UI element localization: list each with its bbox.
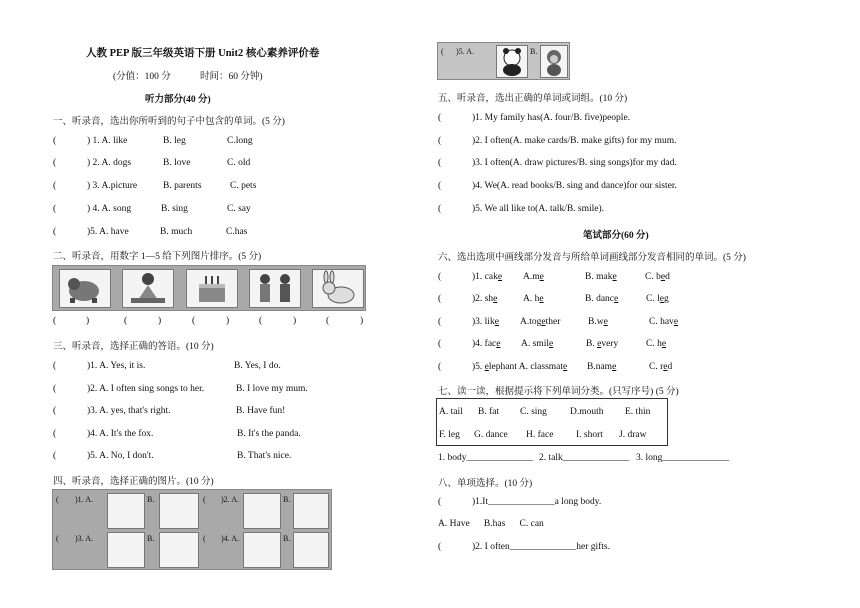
s6-q2-c: C. leg: [646, 294, 669, 304]
s1-q5-c: C.has: [226, 227, 248, 237]
s7-word-g: G. dance: [474, 430, 508, 440]
rabbit-picture: [312, 269, 364, 308]
s6-q2-paren: (: [438, 294, 442, 304]
cake-picture: [186, 269, 238, 308]
s2-bracket-open-1: (: [53, 316, 57, 326]
s3-q3-a: )3. A. yes, that's right.: [87, 406, 171, 416]
s6-q4-a: A. smile: [521, 339, 554, 349]
s4-q4-b-picture: [293, 532, 329, 568]
s3-q3-b: B. Have fun!: [236, 406, 286, 416]
s1-q3-paren: (: [53, 181, 57, 191]
s7-word-j: J. draw: [619, 430, 647, 440]
s6-q4-word: )4. face: [472, 339, 501, 349]
s5-q1-paren: (: [438, 113, 442, 123]
s1-q3-c: C. pets: [230, 181, 257, 191]
s6-q5-c: C. red: [649, 362, 673, 372]
score-info: (分值：100 分: [113, 72, 171, 82]
s6-q3-word: )3. like: [472, 317, 499, 327]
s4-q1-b-picture: [159, 493, 199, 529]
s1-q2-c: C. old: [227, 158, 251, 168]
girl-drawing-picture: [122, 269, 174, 308]
s1-q1-c: C.long: [227, 136, 253, 146]
section-7-title: 七、读一读，根据提示将下列单词分类。(只写序号) (5 分): [438, 387, 679, 397]
s6-q1-word: )1. cake: [472, 272, 503, 282]
listening-heading: 听力部分(40 分): [145, 95, 211, 105]
s1-q5-a: )5. A. have: [87, 227, 129, 237]
s6-q4-paren: (: [438, 339, 442, 349]
s7-blank-talk: 2. talk______________: [539, 453, 630, 463]
s2-bracket-close-2: ): [158, 316, 162, 326]
page-title: 人教 PEP 版三年级英语下册 Unit2 核心素养评价卷: [86, 48, 320, 59]
s7-blank-body: 1. body______________: [438, 453, 533, 463]
s6-q1-b: B. make: [585, 272, 617, 282]
s3-q2-a: )2. A. I often sing songs to her.: [87, 384, 205, 394]
section-6-title: 六、选出选项中画线部分发音与所给单词画线部分发音相同的单词。(5 分): [438, 253, 746, 263]
s6-q2-a: A. he: [523, 294, 544, 304]
s3-q2-b: B. I love my mum.: [236, 384, 308, 394]
s4-q1-paren: (: [56, 495, 59, 504]
s3-q5-paren: (: [53, 451, 57, 461]
writing-heading: 笔试部分(60 分): [583, 231, 649, 241]
s4-q2-b-label: B.: [283, 495, 291, 504]
s5-q3-paren: (: [438, 158, 442, 168]
section-4-q5-picture-strip: [437, 42, 570, 80]
s5-q3-text: )3. I often(A. draw pictures/B. sing songs)for my dad.: [472, 158, 677, 168]
section-2-picture-strip: [52, 265, 366, 311]
s3-q5-b: B. That's nice.: [237, 451, 292, 461]
section-5-title: 五、听录音，选出正确的单词或词组。(10 分): [438, 94, 628, 104]
s8-q2-text: )2. I often______________her gifts.: [472, 542, 610, 552]
s4-q2-a-picture: [243, 493, 281, 529]
s5-q1-text: )1. My family has(A. four/B. five)people.: [472, 113, 631, 123]
s6-q2-word: )2. she: [472, 294, 498, 304]
s3-q1-a: )1. A. Yes, it is.: [87, 361, 146, 371]
s1-q2-a: ) 2. A. dogs: [87, 158, 132, 168]
s7-word-f: F. leg: [439, 430, 460, 440]
time-info: 时间：60 分钟): [200, 72, 263, 82]
s6-q3-b: B.we: [588, 317, 608, 327]
s1-q2-b: B. love: [163, 158, 191, 168]
s4-q4-paren: (: [203, 534, 206, 543]
s1-q5-b: B. much: [160, 227, 193, 237]
s4-q5-b-label: B.: [530, 47, 538, 56]
s2-bracket-open-4: (: [259, 316, 263, 326]
s3-q1-paren: (: [53, 361, 57, 371]
s5-q5-paren: (: [438, 204, 442, 214]
s3-q3-paren: (: [53, 406, 57, 416]
s4-q5-paren: (: [441, 47, 444, 56]
s4-q4-a-label: )4. A.: [221, 534, 239, 543]
s4-q1-a-label: )1. A.: [75, 495, 93, 504]
s6-q1-paren: (: [438, 272, 442, 282]
s6-q3-c: C. have: [649, 317, 679, 327]
s6-q4-b: B. every: [586, 339, 619, 349]
s5-q2-text: )2. I often(A. make cards/B. make gifts) for my mum.: [472, 136, 677, 146]
s8-q2-paren: (: [438, 542, 442, 552]
panda-picture: [496, 45, 528, 78]
s4-q3-a-label: )3. A.: [75, 534, 93, 543]
s8-q1-paren: (: [438, 497, 442, 507]
s6-q5-paren: (: [438, 362, 442, 372]
s7-word-e: E. thin: [625, 407, 651, 417]
s2-bracket-close-3: ): [226, 316, 230, 326]
s6-q5-word-and-a: )5. elephant A. classmate: [472, 362, 568, 372]
s4-q4-a-picture: [243, 532, 281, 568]
s4-q1-b-label: B.: [147, 495, 155, 504]
s5-q4-paren: (: [438, 181, 442, 191]
s1-q4-b: B. sing: [161, 204, 188, 214]
s4-q4-b-label: B.: [283, 534, 291, 543]
s3-q4-paren: (: [53, 429, 57, 439]
s5-q2-paren: (: [438, 136, 442, 146]
s4-q3-a-picture: [107, 532, 145, 568]
s3-q1-b: B. Yes, I do.: [234, 361, 281, 371]
s3-q4-a: )4. A. It's the fox.: [87, 429, 154, 439]
s1-q4-paren: (: [53, 204, 57, 214]
s1-q4-c: C. say: [227, 204, 251, 214]
monkey-picture: [540, 45, 568, 78]
s2-bracket-open-5: (: [326, 316, 330, 326]
section-3-title: 三、听录音，选择正确的答语。(10 分): [53, 342, 214, 352]
s3-q4-b: B. It's the panda.: [237, 429, 301, 439]
s5-q5-text: )5. We all like to(A. talk/B. smile).: [472, 204, 605, 214]
s1-q3-b: B. parents: [163, 181, 202, 191]
s4-q2-a-label: )2. A.: [221, 495, 239, 504]
s6-q1-a: A.me: [523, 272, 544, 282]
s4-q1-a-picture: [107, 493, 145, 529]
turtle-picture: [59, 269, 111, 308]
s6-q3-a: A.together: [520, 317, 561, 327]
s8-q1-text: )1.It______________a long body.: [472, 497, 602, 507]
s2-bracket-open-3: (: [192, 316, 196, 326]
s4-q2-paren: (: [203, 495, 206, 504]
s4-q3-b-picture: [159, 532, 199, 568]
s2-bracket-close-5: ): [360, 316, 364, 326]
two-people-picture: [249, 269, 301, 308]
s3-q2-paren: (: [53, 384, 57, 394]
s6-q3-paren: (: [438, 317, 442, 327]
s4-q2-b-picture: [293, 493, 329, 529]
s1-q2-paren: (: [53, 158, 57, 168]
s7-blank-long: 3. long______________: [636, 453, 729, 463]
s7-word-b: B. fat: [478, 407, 500, 417]
s7-word-a: A. tail: [439, 407, 463, 417]
s8-q1-options: A. Have B.has C. can: [438, 519, 544, 529]
s1-q1-b: B. leg: [163, 136, 186, 146]
s4-q3-paren: (: [56, 534, 59, 543]
s7-word-d: D.mouth: [570, 407, 604, 417]
s7-word-h: H. face: [526, 430, 554, 440]
s6-q2-b: B. dance: [585, 294, 619, 304]
s2-bracket-close-1: ): [86, 316, 90, 326]
s1-q5-paren: (: [53, 227, 57, 237]
s6-q4-c: C. he: [646, 339, 667, 349]
s7-word-i: I. short: [576, 430, 603, 440]
s1-q3-a: ) 3. A.picture: [87, 181, 138, 191]
section-8-title: 八、单项选择。(10 分): [438, 479, 533, 489]
section-2-title: 二、听录音，用数字 1—5 给下列图片排序。(5 分): [53, 252, 262, 262]
s3-q5-a: )5. A. No, I don't.: [87, 451, 154, 461]
s5-q4-text: )4. We(A. read books/B. sing and dance)for our sister.: [472, 181, 677, 191]
section-4-picture-grid: [52, 489, 332, 570]
s7-word-c: C. sing: [520, 407, 547, 417]
s2-bracket-open-2: (: [124, 316, 128, 326]
s6-q1-c: C. bed: [645, 272, 670, 282]
s4-q3-b-label: B.: [147, 534, 155, 543]
s6-q5-b: B.name: [587, 362, 617, 372]
s2-bracket-close-4: ): [293, 316, 297, 326]
s1-q1-a: ) 1. A. like: [87, 136, 128, 146]
s4-q5-a-label: )5. A.: [456, 47, 474, 56]
s1-q1-paren: (: [53, 136, 57, 146]
section-1-title: 一、听录音，选出你所听到的句子中包含的单词。(5 分): [53, 117, 285, 127]
s1-q4-a: ) 4. A. song: [87, 204, 132, 214]
section-4-title: 四、听录音，选择正确的图片。(10 分): [53, 477, 214, 487]
